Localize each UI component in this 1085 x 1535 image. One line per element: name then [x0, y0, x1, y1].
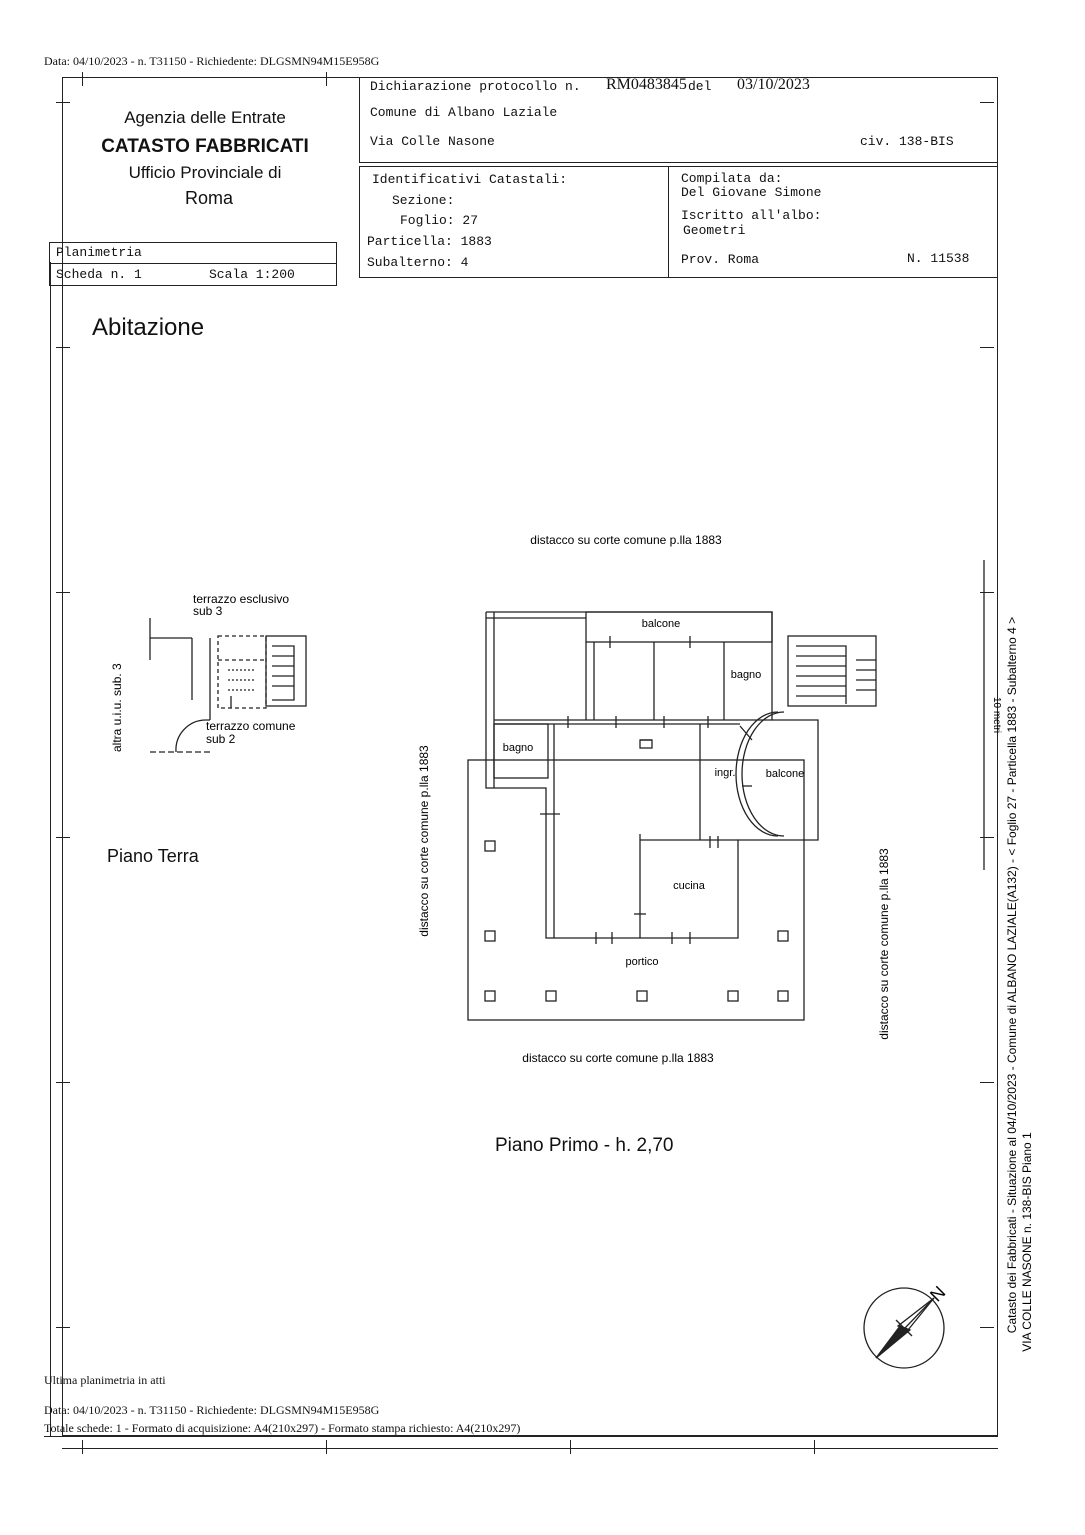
room-ingr: ingr. — [714, 767, 736, 779]
footer-ultima: Ultima planimetria in atti — [44, 1373, 166, 1387]
room-portico: portico — [625, 956, 659, 968]
catasto-title: CATASTO FABBRICATI — [101, 136, 309, 157]
tick-mark — [56, 347, 70, 348]
piano-terra-label: Piano Terra — [107, 846, 199, 866]
tick-mark — [56, 837, 70, 838]
civico: civ. 138-BIS — [860, 134, 954, 149]
room-cucina: cucina — [673, 880, 705, 892]
comune: Comune di Albano Laziale — [370, 105, 558, 120]
protocol-number: RM0483845 — [606, 76, 687, 93]
tick-mark — [980, 1327, 994, 1328]
protocol-del: del — [688, 79, 712, 94]
sheet-bottom-line — [62, 1448, 998, 1449]
via: Via Colle Nasone — [370, 134, 495, 149]
tick-mark — [56, 1327, 70, 1328]
tick-mark — [980, 1082, 994, 1083]
tick-mark — [82, 1440, 83, 1454]
iscritto-label: Iscritto all'albo: — [681, 208, 822, 223]
north-label: N — [926, 1282, 950, 1306]
planimetria-label: Planimetria — [56, 245, 142, 260]
distacco-left: distacco su corte comune p.lla 1883 — [417, 745, 431, 937]
footer-underline — [44, 1436, 592, 1437]
identificativi-label: Identificativi Catastali: — [372, 172, 568, 187]
piano-primo-label: Piano Primo - h. 2,70 — [495, 1135, 674, 1156]
tick-mark — [326, 1440, 327, 1454]
plan-title: Abitazione — [92, 314, 205, 341]
room-bagno-left: bagno — [502, 742, 534, 754]
scheda-number: Scheda n. 1 — [56, 267, 142, 282]
room-bagno-top: bagno — [730, 669, 762, 681]
foglio: Foglio: 27 — [400, 213, 479, 228]
planimetria-divider — [49, 263, 337, 264]
footer-data: Data: 04/10/2023 - n. T31150 - Richiedente: DLGSMN94M15E958G — [44, 1403, 380, 1417]
identificativi-divider — [668, 166, 669, 278]
room-balcone-top: balcone — [641, 618, 681, 630]
tick-mark — [82, 72, 83, 86]
scala-value: Scala 1:200 — [209, 267, 295, 282]
office-name: Ufficio Provinciale di — [128, 163, 282, 182]
top-request-line: Data: 04/10/2023 - n. T31150 - Richiedente: DLGSMN94M15E958G — [44, 54, 380, 68]
footer-totale: Totale schede: 1 - Formato di acquisizione: A4(210x297) - Formato stampa richiesto: A4(210x297) — [44, 1421, 521, 1435]
compilata-name: Del Giovane Simone — [681, 185, 822, 200]
sub2-label: sub 2 — [206, 732, 236, 746]
protocol-date: 03/10/2023 — [737, 76, 810, 93]
tick-mark — [814, 1440, 815, 1454]
room-balcone-right: balcone — [765, 768, 805, 780]
compilata-label: Compilata da: — [681, 171, 783, 186]
tick-mark — [326, 72, 327, 86]
altra-uiu-label: altra u.i.u. sub. 3 — [110, 663, 124, 752]
tick-mark — [980, 347, 994, 348]
tick-mark — [980, 592, 994, 593]
scale-mark: 10 metri — [991, 696, 1002, 734]
agency-name: Agenzia delle Entrate — [124, 108, 286, 127]
tick-mark — [980, 837, 994, 838]
particella: Particella: 1883 — [367, 234, 492, 249]
iscritto-value: Geometri — [683, 223, 746, 238]
protocol-label: Dichiarazione protocollo n. — [370, 79, 581, 94]
distacco-bottom: distacco su corte comune p.lla 1883 — [522, 1051, 714, 1065]
subalterno: Subalterno: 4 — [367, 255, 469, 270]
side-text-line2: VIA COLLE NASONE n. 138-BIS Piano 1 — [1020, 1132, 1034, 1352]
side-text-line1: Catasto dei Fabbricati - Situazione al 04/10/2023 - Comune di ALBANO LAZIALE(A132) - < Foglio 27 - Particella 1883 - Subalterno 4 > — [1005, 616, 1019, 1334]
prov: Prov. Roma — [681, 252, 760, 267]
sheet-left-edge — [50, 262, 51, 1436]
terrazzo-comune-label: terrazzo comune — [206, 719, 296, 733]
distacco-right: distacco su corte comune p.lla 1883 — [877, 848, 891, 1040]
sezione: Sezione: — [392, 193, 455, 208]
tick-mark — [56, 1082, 70, 1083]
office-city: Roma — [184, 188, 233, 208]
albo-number: N. 11538 — [907, 251, 970, 266]
terrazzo-esclusivo-label: terrazzo esclusivo — [193, 592, 290, 606]
sub3-label: sub 3 — [193, 604, 223, 618]
tick-mark — [570, 1440, 571, 1454]
tick-mark — [56, 102, 70, 103]
tick-mark — [56, 592, 70, 593]
distacco-top: distacco su corte comune p.lla 1883 — [530, 533, 722, 547]
